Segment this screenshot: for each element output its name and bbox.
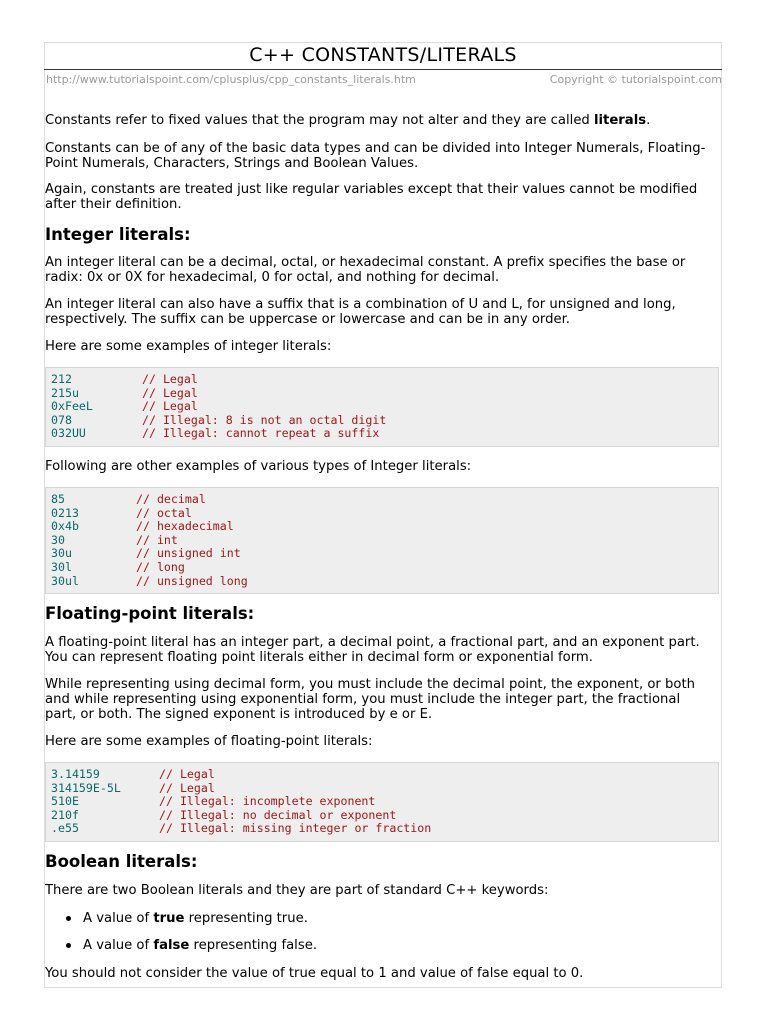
intro-p2-line2: Point Numerals, Characters, Strings and Boolean Values. <box>45 156 419 171</box>
code-comment: // decimal <box>136 492 206 506</box>
code-comment: // Legal <box>142 385 198 400</box>
code-value: 3.14159 <box>51 767 100 781</box>
bullet-pre: A value of <box>83 911 154 926</box>
intro-paragraph-3 <box>45 182 725 212</box>
bullet-post: representing false. <box>189 938 318 953</box>
code-value: 30l <box>51 559 72 574</box>
intro-p2-line1: Constants can be of any of the basic data types and can be divided into Integer Numerals, Floating- <box>45 141 706 156</box>
integer-p1-line2: radix: 0x or 0X for hexadecimal, 0 for octal, and nothing for decimal. <box>45 270 500 285</box>
code-value: 30u <box>51 546 72 561</box>
code-value: 212 <box>51 372 72 386</box>
code-value: 215u <box>51 385 79 400</box>
integer-p2-line1: An integer literal can also have a suffix that is a combination of U and L, for unsigned and long, <box>45 297 676 312</box>
code-line <box>51 822 713 836</box>
title-divider <box>44 69 722 70</box>
bullet-keyword: true <box>153 911 185 926</box>
code-value: 0213 <box>51 505 79 520</box>
intro-p3-line1: Again, constants are treated just like regular variables except that their values cannot be modified <box>45 182 698 197</box>
code-line <box>51 795 713 809</box>
code-comment: // unsigned long <box>136 573 248 588</box>
boolean-paragraph-1: There are two Boolean literals and they are part of standard C++ keywords: <box>45 883 549 898</box>
code-comment: // Legal <box>159 767 215 781</box>
code-line <box>51 520 713 534</box>
floating-code-block <box>45 762 719 842</box>
floating-p2-line3: part, or both. The signed exponent is introduced by e or E. <box>45 707 433 722</box>
code-comment: // Illegal: cannot repeat a suffix <box>142 426 380 441</box>
code-line <box>51 414 713 428</box>
list-item <box>66 911 308 926</box>
intro-p3-line2: after their definition. <box>45 197 182 212</box>
code-value: 314159E-5L <box>51 780 121 795</box>
code-value: 510E <box>51 794 79 809</box>
list-item <box>66 938 317 953</box>
floating-paragraph-2 <box>45 677 725 722</box>
code-line <box>51 493 713 507</box>
floating-p2-line1: While representing using decimal form, you must include the decimal point, the exponent, or both <box>45 677 695 692</box>
floating-literals-heading: Floating-point literals: <box>45 604 255 623</box>
intro-text: Constants refer to fixed values that the program may not alter and they are called <box>45 113 594 128</box>
code-line <box>51 534 713 548</box>
source-url[interactable]: http://www.tutorialspoint.com/cplusplus/cpp_constants_literals.htm <box>46 73 416 86</box>
integer-literals-heading: Integer literals: <box>45 225 191 244</box>
bullet-pre: A value of <box>83 938 154 953</box>
intro-period: . <box>646 113 651 128</box>
code-line <box>51 547 713 561</box>
integer-paragraph-2 <box>45 297 725 327</box>
code-line <box>51 561 713 575</box>
floating-p1-line2: You can represent floating point literals either in decimal form or exponential form. <box>45 650 593 665</box>
code-line <box>51 387 713 401</box>
code-value: 30 <box>51 532 65 547</box>
bullet-post: representing true. <box>184 911 308 926</box>
intro-paragraph-1 <box>45 113 725 128</box>
code-line <box>51 400 713 414</box>
code-value: 032UU <box>51 426 86 441</box>
code-value: 30ul <box>51 573 79 588</box>
integer-paragraph-1 <box>45 255 725 285</box>
floating-p2-line2: and while representing using exponential form, you must include the integer part, the fractional <box>45 692 681 707</box>
integer-paragraph-3: Here are some examples of integer literals: <box>45 339 332 354</box>
copyright-notice: Copyright © tutorialspoint.com <box>549 73 722 86</box>
code-comment: // hexadecimal <box>136 519 234 534</box>
bullet-icon <box>66 943 71 948</box>
code-comment: // int <box>136 532 178 547</box>
code-value: 078 <box>51 412 72 427</box>
code-value: 85 <box>51 492 65 506</box>
code-line <box>51 507 713 521</box>
integer-code-block-2 <box>45 487 719 594</box>
code-line <box>51 809 713 823</box>
code-value: 210f <box>51 807 79 822</box>
code-line <box>51 427 713 441</box>
code-comment: // Illegal: no decimal or exponent <box>159 807 397 822</box>
integer-paragraph-4: Following are other examples of various types of Integer literals: <box>45 459 472 474</box>
list-item-text <box>83 938 317 953</box>
boolean-paragraph-2: You should not consider the value of true equal to 1 and value of false equal to 0. <box>45 966 584 981</box>
code-comment: // unsigned int <box>136 546 241 561</box>
code-comment: // Legal <box>159 780 215 795</box>
integer-code-block-1 <box>45 367 719 447</box>
code-comment: // octal <box>136 505 192 520</box>
code-line <box>51 782 713 796</box>
intro-paragraph-2 <box>45 141 725 171</box>
list-item-text <box>83 911 308 926</box>
code-line <box>51 373 713 387</box>
code-comment: // Illegal: 8 is not an octal digit <box>142 412 387 427</box>
code-comment: // Legal <box>142 372 198 386</box>
code-comment: // Legal <box>142 399 198 414</box>
floating-p1-line1: A floating-point literal has an integer part, a decimal point, a fractional part, and an exponent part. <box>45 635 700 650</box>
code-value: 0xFeeL <box>51 399 93 414</box>
code-comment: // long <box>136 559 185 574</box>
floating-paragraph-3: Here are some examples of floating-point literals: <box>45 734 373 749</box>
code-comment: // Illegal: missing integer or fraction <box>159 821 432 836</box>
page-title: C++ CONSTANTS/LITERALS <box>249 44 517 66</box>
code-line <box>51 768 713 782</box>
floating-paragraph-1 <box>45 635 725 665</box>
code-comment: // Illegal: incomplete exponent <box>159 794 376 809</box>
literals-term: literals <box>594 113 647 128</box>
boolean-literals-heading: Boolean literals: <box>45 852 198 871</box>
bullet-keyword: false <box>153 938 190 953</box>
bullet-icon <box>66 916 71 921</box>
code-value: .e55 <box>51 821 79 836</box>
code-value: 0x4b <box>51 519 79 534</box>
integer-p2-line2: respectively. The suffix can be uppercase or lowercase and can be in any order. <box>45 312 570 327</box>
integer-p1-line1: An integer literal can be a decimal, octal, or hexadecimal constant. A prefix specifies the base or <box>45 255 686 270</box>
code-line <box>51 575 713 589</box>
